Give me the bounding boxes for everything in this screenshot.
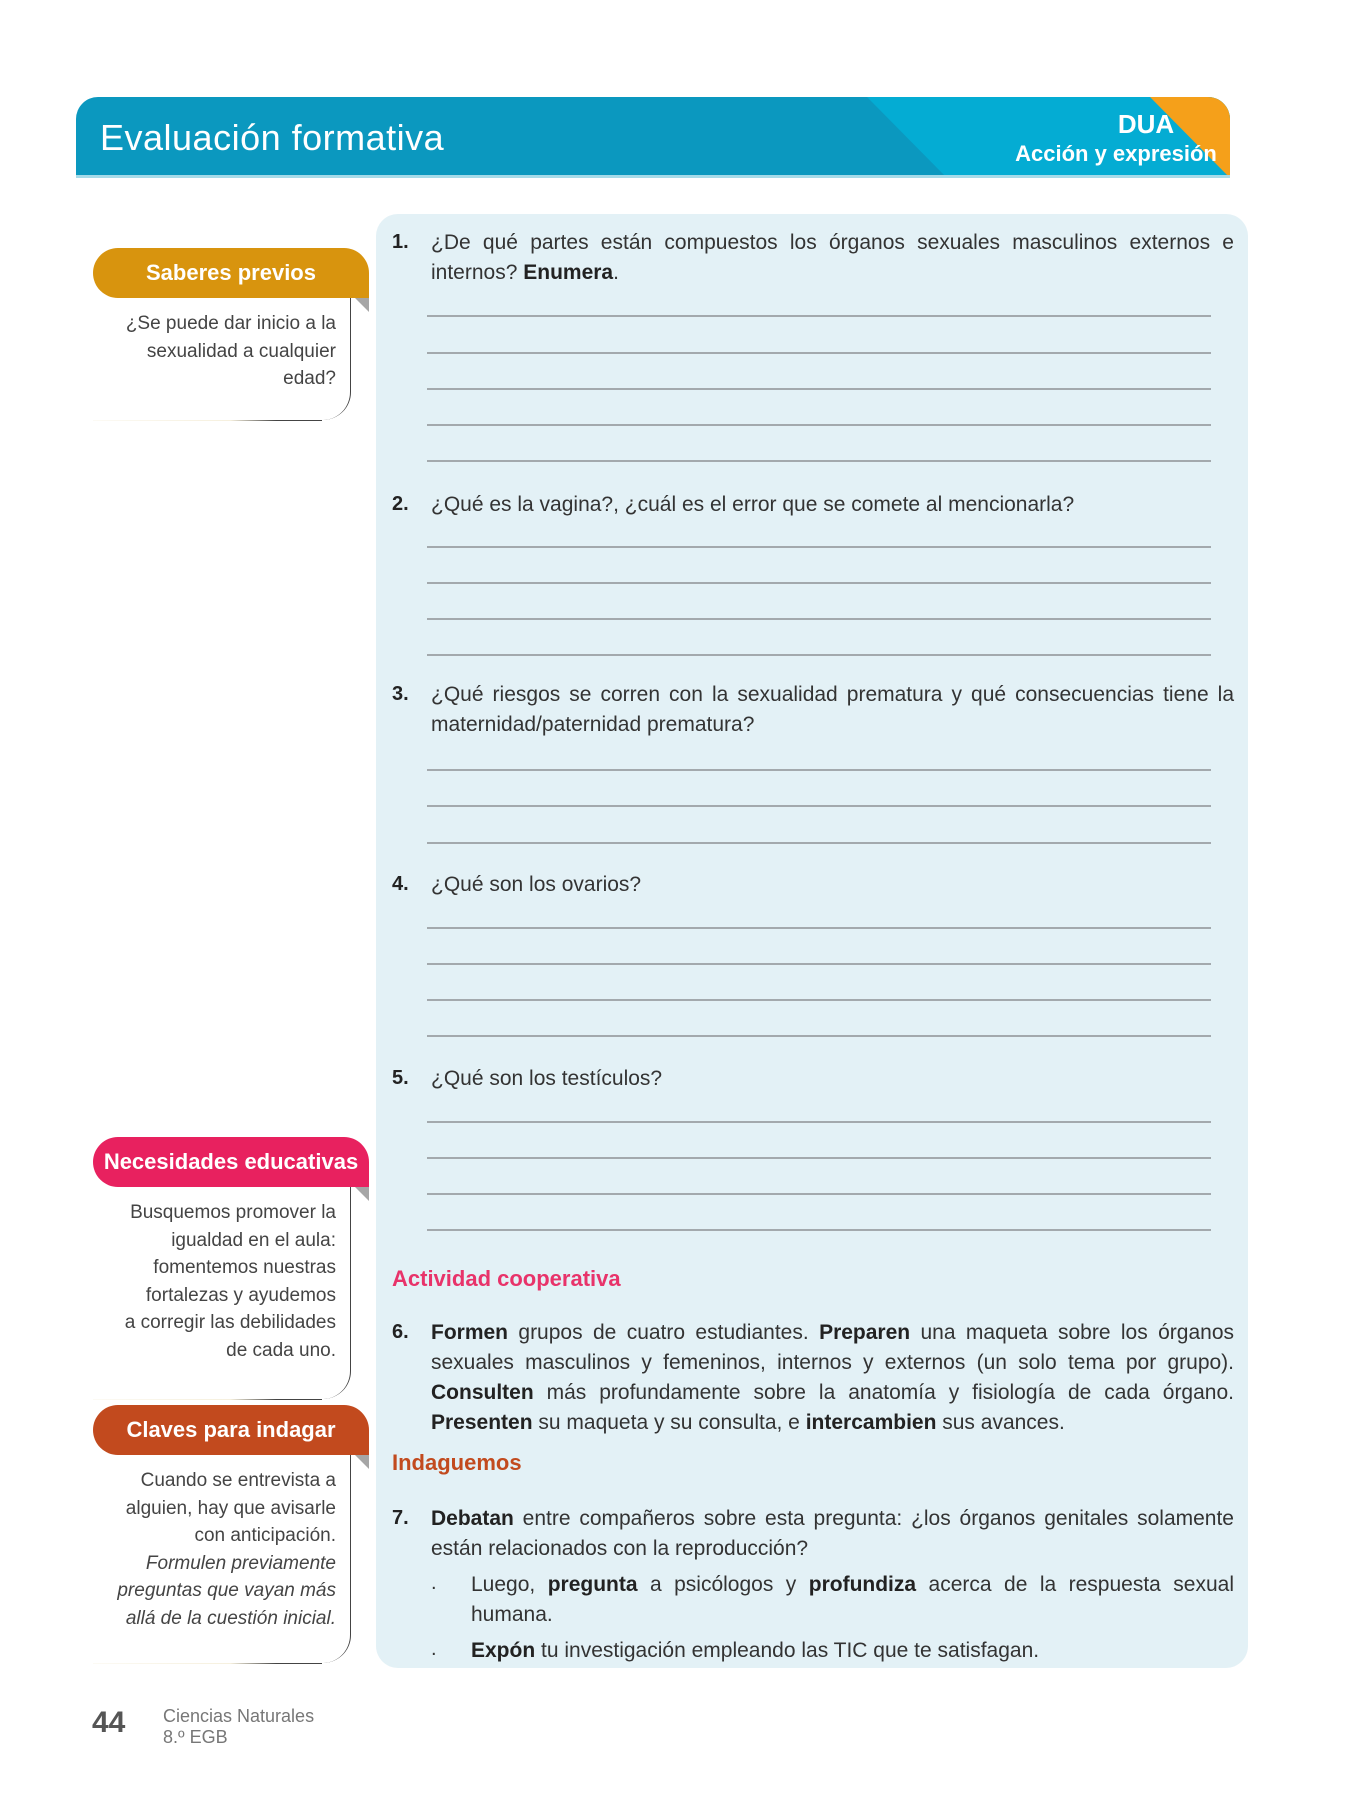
indaguemos-heading: Indaguemos bbox=[392, 1450, 522, 1475]
answer-line[interactable] bbox=[427, 618, 1211, 620]
answer-line[interactable] bbox=[427, 1121, 1211, 1123]
body-line: de cada uno. bbox=[226, 1339, 336, 1361]
claves-para-indagar-tab bbox=[93, 1405, 369, 1455]
body-line-italic: preguntas que vayan más bbox=[117, 1580, 336, 1601]
claves-para-indagar-title: Claves para indagar bbox=[126, 1417, 336, 1442]
answer-line[interactable] bbox=[427, 1193, 1211, 1195]
bullet-item: Luego, pregunta a psicólogos y profundiza acerca de la respuesta sexual humana. bbox=[471, 1573, 1234, 1626]
answer-line[interactable] bbox=[427, 1229, 1211, 1231]
question-number: 5. bbox=[392, 1067, 409, 1089]
question-text: Formen grupos de cuatro estudiantes. Preparen una maqueta sobre los órganos sexuales masculinos y femeninos, internos y externos (un solo tema por grupo). Consulten más profundamente sobre la anatomía y fisiología de cada órgano. Presenten su maqueta y su consulta, e intercambien sus avances. bbox=[431, 1321, 1234, 1434]
bullet-icon: . bbox=[431, 1572, 437, 1594]
page-title: Evaluación formativa bbox=[100, 117, 445, 158]
answer-line[interactable] bbox=[427, 805, 1211, 807]
answer-line[interactable] bbox=[427, 1157, 1211, 1159]
saberes-previos-body bbox=[93, 298, 351, 420]
question-text: Debatan entre compañeros sobre esta pregunta: ¿los órganos genitales solamente están relacionados con la reproducción? bbox=[431, 1507, 1234, 1560]
body-line: edad? bbox=[283, 368, 336, 389]
footer-subject: Ciencias Naturales bbox=[163, 1706, 315, 1726]
body-line-italic: allá de la cuestión inicial. bbox=[125, 1607, 336, 1629]
body-line: alguien, hay que avisarle bbox=[125, 1497, 336, 1519]
answer-line[interactable] bbox=[427, 769, 1211, 771]
saberes-previos-box bbox=[93, 248, 369, 420]
header-underline bbox=[76, 175, 1230, 178]
page-number: 44 bbox=[92, 1706, 126, 1739]
question-text: ¿Qué son los testículos? bbox=[431, 1067, 663, 1090]
tab-fold-icon bbox=[355, 298, 369, 312]
saberes-previos-title: Saberes previos bbox=[146, 260, 316, 285]
dua-label: DUA bbox=[1117, 109, 1175, 139]
footer-grade: 8.º EGB bbox=[163, 1727, 228, 1747]
answer-line[interactable] bbox=[427, 654, 1211, 656]
body-line: fomentemos nuestras bbox=[153, 1257, 336, 1278]
claves-para-indagar-box bbox=[93, 1405, 369, 1663]
body-line: fortalezas y ayudemos bbox=[145, 1284, 336, 1306]
answer-line[interactable] bbox=[427, 999, 1211, 1001]
answer-line[interactable] bbox=[427, 424, 1211, 426]
question-text: ¿Qué riesgos se corren con la sexualidad prematura y qué consecuencias tiene la maternidad/paternidad prematura? bbox=[431, 683, 1234, 736]
body-line: a corregir las debilidades bbox=[124, 1312, 336, 1333]
bullet-item: Expón tu investigación empleando las TIC que te satisfagan. bbox=[471, 1639, 1040, 1662]
body-line: Busquemos promover la bbox=[130, 1202, 336, 1223]
tab-fold-icon bbox=[355, 1455, 369, 1469]
question-number: 2. bbox=[392, 493, 409, 515]
answer-line[interactable] bbox=[427, 842, 1211, 844]
answer-line[interactable] bbox=[427, 1035, 1211, 1037]
dua-subtitle: Acción y expresión bbox=[1015, 141, 1217, 166]
answer-line[interactable] bbox=[427, 963, 1211, 965]
claves-para-indagar-body bbox=[93, 1455, 351, 1663]
actividad-cooperativa-heading: Actividad cooperativa bbox=[392, 1266, 621, 1291]
necesidades-educativas-title: Necesidades educativas bbox=[103, 1149, 359, 1174]
question-text: ¿De qué partes están compuestos los órganos sexuales masculinos externos e internos? Enumera. bbox=[431, 231, 1234, 284]
question-number: 6. bbox=[392, 1321, 409, 1343]
necesidades-educativas-tab bbox=[93, 1137, 369, 1187]
body-line: igualdad en el aula: bbox=[171, 1229, 336, 1251]
answer-line[interactable] bbox=[427, 315, 1211, 317]
question-text: ¿Qué es la vagina?, ¿cuál es el error que se comete al mencionarla? bbox=[431, 493, 1075, 516]
necesidades-educativas-box bbox=[93, 1137, 369, 1399]
bullet-icon: . bbox=[431, 1638, 437, 1660]
question-text: ¿Qué son los ovarios? bbox=[431, 873, 642, 896]
answer-line[interactable] bbox=[427, 352, 1211, 354]
question-number: 3. bbox=[392, 683, 409, 705]
answer-line[interactable] bbox=[427, 582, 1211, 584]
question-number: 7. bbox=[392, 1507, 409, 1529]
question-number: 4. bbox=[392, 873, 409, 895]
answer-line[interactable] bbox=[427, 460, 1211, 462]
questions-panel bbox=[376, 214, 1248, 1668]
saberes-previos-tab bbox=[93, 248, 369, 298]
section-header bbox=[76, 97, 1230, 178]
answer-line[interactable] bbox=[427, 927, 1211, 929]
body-line: sexualidad a cualquier bbox=[146, 340, 336, 362]
question-number: 1. bbox=[392, 231, 409, 253]
body-line: con anticipación. bbox=[194, 1525, 336, 1546]
necesidades-educativas-body bbox=[93, 1187, 351, 1399]
body-line: Cuando se entrevista a bbox=[140, 1470, 336, 1491]
body-line-italic: Formulen previamente bbox=[145, 1552, 336, 1574]
tab-fold-icon bbox=[355, 1187, 369, 1201]
answer-line[interactable] bbox=[427, 388, 1211, 390]
answer-line[interactable] bbox=[427, 546, 1211, 548]
body-line: ¿Se puede dar inicio a la bbox=[125, 313, 336, 334]
